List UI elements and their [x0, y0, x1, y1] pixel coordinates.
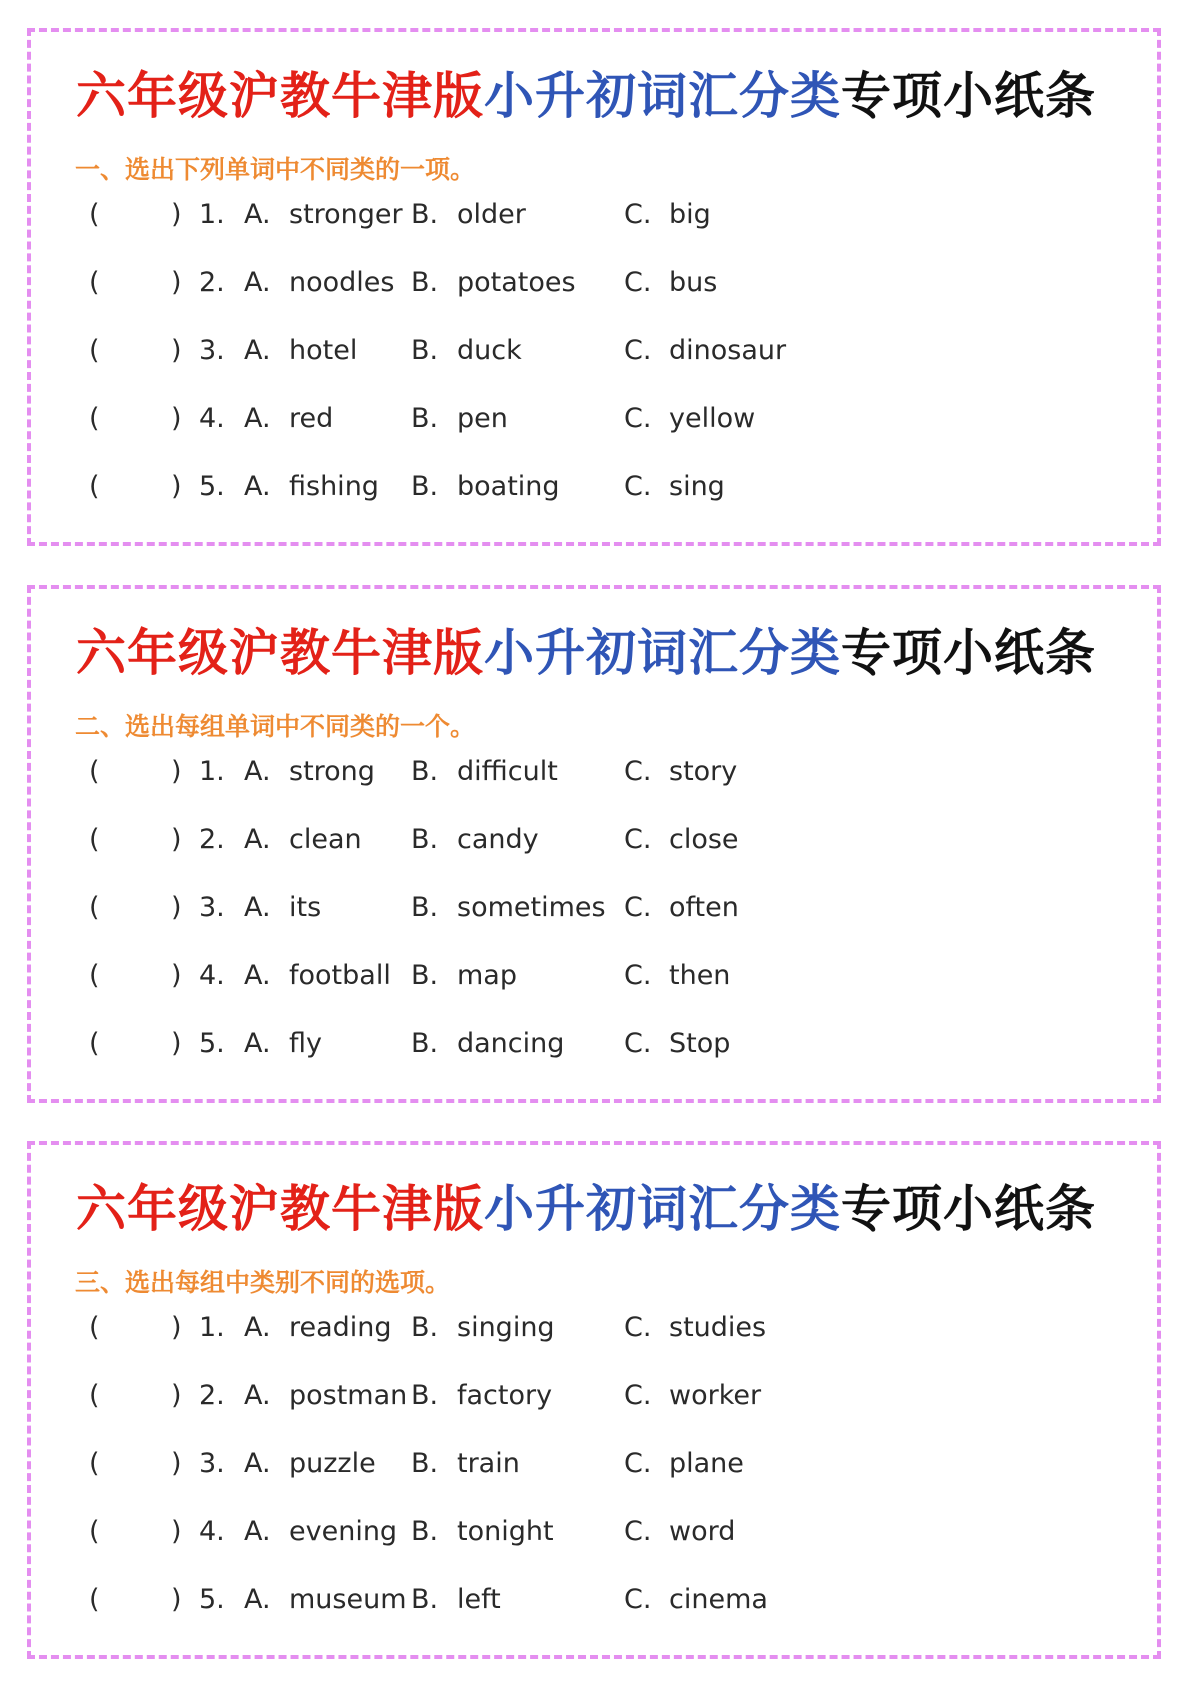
option-c-label: C.: [624, 756, 652, 787]
option-b-label: B.: [411, 199, 439, 230]
question-number: 2.: [199, 267, 225, 298]
option-c-word: bus: [669, 267, 718, 298]
question-row: [31, 1376, 1157, 1416]
option-a-label: A.: [244, 199, 271, 230]
option-a-label: A.: [244, 960, 271, 991]
title-black-part: 专项小纸条: [841, 66, 1096, 125]
option-a-label: A.: [244, 1312, 271, 1343]
option-c-label: C.: [624, 403, 652, 434]
option-b-label: B.: [411, 471, 439, 502]
option-a-word: postman: [289, 1380, 408, 1411]
option-a-word: clean: [289, 824, 362, 855]
answer-paren-close: ): [171, 1516, 182, 1547]
option-b-word: older: [457, 199, 526, 230]
answer-paren-close: ): [171, 1028, 182, 1059]
option-b-word: tonight: [457, 1516, 554, 1547]
question-number: 5.: [199, 1028, 225, 1059]
option-b-label: B.: [411, 1312, 439, 1343]
question-number: 1.: [199, 756, 225, 787]
option-c-label: C.: [624, 1312, 652, 1343]
section-card-3: [27, 1141, 1161, 1659]
answer-paren-open[interactable]: (: [89, 335, 100, 366]
option-a-word: evening: [289, 1516, 398, 1547]
section-instruction: 一、选出下列单词中不同类的一项。: [75, 155, 476, 184]
section-title: [76, 623, 1096, 683]
option-b-label: B.: [411, 960, 439, 991]
question-row: [31, 399, 1157, 439]
title-blue-part: 小升初词汇分类: [484, 1179, 841, 1238]
option-c-label: C.: [624, 1380, 652, 1411]
answer-paren-close: ): [171, 892, 182, 923]
option-c-label: C.: [624, 1584, 652, 1615]
option-b-label: B.: [411, 756, 439, 787]
option-b-word: train: [457, 1448, 520, 1479]
question-row: [31, 1444, 1157, 1484]
option-a-label: A.: [244, 824, 271, 855]
option-c-word: close: [669, 824, 739, 855]
section-title: [76, 66, 1096, 126]
option-b-word: potatoes: [457, 267, 576, 298]
option-c-word: Stop: [669, 1028, 731, 1059]
option-a-label: A.: [244, 267, 271, 298]
option-c-label: C.: [624, 199, 652, 230]
answer-paren-open[interactable]: (: [89, 892, 100, 923]
option-a-word: strong: [289, 756, 375, 787]
answer-paren-close: ): [171, 471, 182, 502]
option-b-word: map: [457, 960, 517, 991]
question-number: 4.: [199, 1516, 225, 1547]
option-c-word: dinosaur: [669, 335, 787, 366]
answer-paren-close: ): [171, 824, 182, 855]
answer-paren-close: ): [171, 403, 182, 434]
question-row: [31, 467, 1157, 507]
answer-paren-open[interactable]: (: [89, 824, 100, 855]
option-a-word: museum: [289, 1584, 407, 1615]
option-b-word: singing: [457, 1312, 555, 1343]
option-b-label: B.: [411, 335, 439, 366]
option-c-label: C.: [624, 1448, 652, 1479]
question-row: [31, 1308, 1157, 1348]
answer-paren-open[interactable]: (: [89, 471, 100, 502]
option-b-label: B.: [411, 824, 439, 855]
option-c-label: C.: [624, 1516, 652, 1547]
option-a-word: hotel: [289, 335, 358, 366]
option-c-word: studies: [669, 1312, 767, 1343]
option-a-label: A.: [244, 335, 271, 366]
option-b-label: B.: [411, 403, 439, 434]
option-b-label: B.: [411, 1516, 439, 1547]
option-c-word: worker: [669, 1380, 762, 1411]
option-a-word: red: [289, 403, 334, 434]
answer-paren-open[interactable]: (: [89, 756, 100, 787]
option-a-label: A.: [244, 1380, 271, 1411]
answer-paren-open[interactable]: (: [89, 1380, 100, 1411]
question-row: [31, 956, 1157, 996]
option-a-label: A.: [244, 1448, 271, 1479]
option-c-word: yellow: [669, 403, 756, 434]
title-black-part: 专项小纸条: [841, 623, 1096, 682]
answer-paren-open[interactable]: (: [89, 1584, 100, 1615]
option-b-word: boating: [457, 471, 560, 502]
option-a-word: its: [289, 892, 322, 923]
option-c-label: C.: [624, 267, 652, 298]
question-number: 5.: [199, 471, 225, 502]
option-a-label: A.: [244, 471, 271, 502]
option-b-word: dancing: [457, 1028, 565, 1059]
option-c-label: C.: [624, 960, 652, 991]
option-b-word: duck: [457, 335, 522, 366]
question-row: [31, 1512, 1157, 1552]
question-number: 3.: [199, 335, 225, 366]
option-a-word: fly: [289, 1028, 322, 1059]
option-c-word: cinema: [669, 1584, 768, 1615]
option-a-label: A.: [244, 756, 271, 787]
question-row: [31, 331, 1157, 371]
answer-paren-close: ): [171, 335, 182, 366]
answer-paren-open[interactable]: (: [89, 267, 100, 298]
question-row: [31, 263, 1157, 303]
option-a-label: A.: [244, 403, 271, 434]
option-b-word: candy: [457, 824, 539, 855]
answer-paren-close: ): [171, 756, 182, 787]
option-c-label: C.: [624, 471, 652, 502]
title-blue-part: 小升初词汇分类: [484, 623, 841, 682]
option-a-label: A.: [244, 1516, 271, 1547]
question-row: [31, 820, 1157, 860]
title-red-part: 六年级沪教牛津版: [76, 623, 484, 682]
answer-paren-open[interactable]: (: [89, 960, 100, 991]
option-a-word: stronger: [289, 199, 403, 230]
question-row: [31, 888, 1157, 928]
option-a-label: A.: [244, 892, 271, 923]
option-c-word: word: [669, 1516, 736, 1547]
option-c-word: story: [669, 756, 738, 787]
question-row: [31, 1024, 1157, 1064]
title-red-part: 六年级沪教牛津版: [76, 66, 484, 125]
answer-paren-close: ): [171, 1448, 182, 1479]
section-instruction: 三、选出每组中类别不同的选项。: [75, 1268, 451, 1297]
answer-paren-open[interactable]: (: [89, 403, 100, 434]
option-a-word: puzzle: [289, 1448, 376, 1479]
answer-paren-close: ): [171, 1380, 182, 1411]
option-b-label: B.: [411, 1380, 439, 1411]
question-number: 2.: [199, 824, 225, 855]
option-a-word: fishing: [289, 471, 379, 502]
question-number: 3.: [199, 892, 225, 923]
question-number: 4.: [199, 403, 225, 434]
option-b-word: left: [457, 1584, 501, 1615]
section-instruction: 二、选出每组单词中不同类的一个。: [75, 712, 476, 741]
title-red-part: 六年级沪教牛津版: [76, 1179, 484, 1238]
title-blue-part: 小升初词汇分类: [484, 66, 841, 125]
option-c-word: often: [669, 892, 739, 923]
option-a-label: A.: [244, 1028, 271, 1059]
question-number: 1.: [199, 199, 225, 230]
question-number: 5.: [199, 1584, 225, 1615]
option-b-label: B.: [411, 1028, 439, 1059]
question-row: [31, 752, 1157, 792]
answer-paren-close: ): [171, 960, 182, 991]
answer-paren-open[interactable]: (: [89, 1448, 100, 1479]
answer-paren-close: ): [171, 1584, 182, 1615]
option-a-word: reading: [289, 1312, 392, 1343]
answer-paren-open[interactable]: (: [89, 1516, 100, 1547]
option-c-label: C.: [624, 824, 652, 855]
question-number: 4.: [199, 960, 225, 991]
option-c-word: then: [669, 960, 731, 991]
option-c-word: plane: [669, 1448, 744, 1479]
option-b-word: pen: [457, 403, 508, 434]
option-a-word: noodles: [289, 267, 395, 298]
option-c-word: sing: [669, 471, 725, 502]
option-c-label: C.: [624, 892, 652, 923]
answer-paren-close: ): [171, 199, 182, 230]
option-b-label: B.: [411, 892, 439, 923]
title-black-part: 专项小纸条: [841, 1179, 1096, 1238]
answer-paren-close: ): [171, 267, 182, 298]
option-b-label: B.: [411, 1584, 439, 1615]
option-c-label: C.: [624, 1028, 652, 1059]
section-card-2: [27, 585, 1161, 1103]
option-c-label: C.: [624, 335, 652, 366]
answer-paren-open[interactable]: (: [89, 199, 100, 230]
option-b-label: B.: [411, 1448, 439, 1479]
answer-paren-open[interactable]: (: [89, 1312, 100, 1343]
question-row: [31, 195, 1157, 235]
option-b-word: sometimes: [457, 892, 606, 923]
answer-paren-open[interactable]: (: [89, 1028, 100, 1059]
option-b-word: difficult: [457, 756, 558, 787]
option-c-word: big: [669, 199, 711, 230]
question-number: 2.: [199, 1380, 225, 1411]
option-a-word: football: [289, 960, 391, 991]
section-card-1: [27, 28, 1161, 546]
question-number: 1.: [199, 1312, 225, 1343]
section-title: [76, 1179, 1096, 1239]
option-b-word: factory: [457, 1380, 553, 1411]
answer-paren-close: ): [171, 1312, 182, 1343]
question-number: 3.: [199, 1448, 225, 1479]
option-a-label: A.: [244, 1584, 271, 1615]
option-b-label: B.: [411, 267, 439, 298]
question-row: [31, 1580, 1157, 1620]
